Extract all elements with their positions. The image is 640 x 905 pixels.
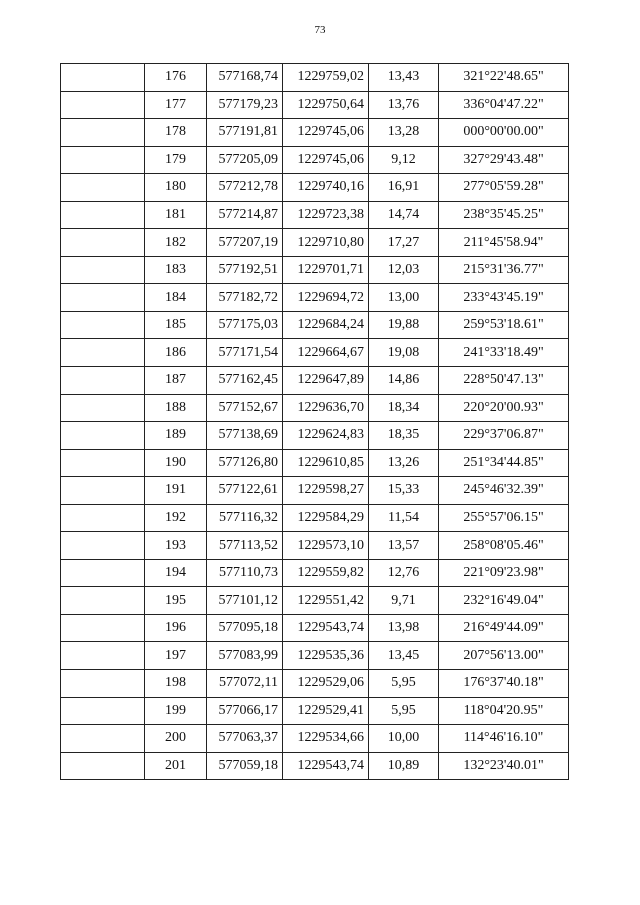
direction-angle-cell: 215°31'36.77" xyxy=(439,256,569,284)
y-coordinate-cell: 1229624,83 xyxy=(283,422,369,450)
segment-length-cell: 14,74 xyxy=(369,201,439,229)
point-number-cell: 178 xyxy=(145,119,207,147)
blank-cell xyxy=(61,670,145,698)
direction-angle-cell: 000°00'00.00" xyxy=(439,119,569,147)
blank-cell xyxy=(61,477,145,505)
point-number-cell: 188 xyxy=(145,394,207,422)
direction-angle-cell: 228°50'47.13" xyxy=(439,367,569,395)
direction-angle-cell: 220°20'00.93" xyxy=(439,394,569,422)
segment-length-cell: 15,33 xyxy=(369,477,439,505)
segment-length-cell: 13,00 xyxy=(369,284,439,312)
segment-length-cell: 12,76 xyxy=(369,559,439,587)
point-number-cell: 191 xyxy=(145,477,207,505)
direction-angle-cell: 321°22'48.65" xyxy=(439,64,569,92)
point-number-cell: 185 xyxy=(145,311,207,339)
blank-cell xyxy=(61,642,145,670)
table-row xyxy=(61,367,569,395)
y-coordinate-cell: 1229745,06 xyxy=(283,119,369,147)
x-coordinate-cell: 577101,12 xyxy=(207,587,283,615)
direction-angle-cell: 251°34'44.85" xyxy=(439,449,569,477)
x-coordinate-cell: 577179,23 xyxy=(207,91,283,119)
blank-cell xyxy=(61,697,145,725)
table-row xyxy=(61,229,569,257)
blank-cell xyxy=(61,587,145,615)
x-coordinate-cell: 577063,37 xyxy=(207,725,283,753)
point-number-cell: 187 xyxy=(145,367,207,395)
table-row xyxy=(61,670,569,698)
x-coordinate-cell: 577116,32 xyxy=(207,504,283,532)
x-coordinate-cell: 577205,09 xyxy=(207,146,283,174)
point-number-cell: 176 xyxy=(145,64,207,92)
y-coordinate-cell: 1229684,24 xyxy=(283,311,369,339)
table-row xyxy=(61,614,569,642)
table-row xyxy=(61,532,569,560)
y-coordinate-cell: 1229584,29 xyxy=(283,504,369,532)
blank-cell xyxy=(61,311,145,339)
table-row xyxy=(61,697,569,725)
point-number-cell: 182 xyxy=(145,229,207,257)
x-coordinate-cell: 577162,45 xyxy=(207,367,283,395)
point-number-cell: 201 xyxy=(145,752,207,780)
table-row xyxy=(61,64,569,92)
point-number-cell: 183 xyxy=(145,256,207,284)
direction-angle-cell: 233°43'45.19" xyxy=(439,284,569,312)
segment-length-cell: 19,88 xyxy=(369,311,439,339)
x-coordinate-cell: 577152,67 xyxy=(207,394,283,422)
blank-cell xyxy=(61,91,145,119)
point-number-cell: 177 xyxy=(145,91,207,119)
x-coordinate-cell: 577175,03 xyxy=(207,311,283,339)
table-row xyxy=(61,477,569,505)
segment-length-cell: 13,45 xyxy=(369,642,439,670)
blank-cell xyxy=(61,559,145,587)
direction-angle-cell: 229°37'06.87" xyxy=(439,422,569,450)
direction-angle-cell: 114°46'16.10" xyxy=(439,725,569,753)
table-row xyxy=(61,587,569,615)
blank-cell xyxy=(61,256,145,284)
x-coordinate-cell: 577168,74 xyxy=(207,64,283,92)
x-coordinate-cell: 577122,61 xyxy=(207,477,283,505)
direction-angle-cell: 238°35'45.25" xyxy=(439,201,569,229)
x-coordinate-cell: 577059,18 xyxy=(207,752,283,780)
y-coordinate-cell: 1229610,85 xyxy=(283,449,369,477)
y-coordinate-cell: 1229723,38 xyxy=(283,201,369,229)
blank-cell xyxy=(61,614,145,642)
blank-cell xyxy=(61,725,145,753)
segment-length-cell: 19,08 xyxy=(369,339,439,367)
x-coordinate-cell: 577083,99 xyxy=(207,642,283,670)
direction-angle-cell: 241°33'18.49" xyxy=(439,339,569,367)
y-coordinate-cell: 1229543,74 xyxy=(283,752,369,780)
point-number-cell: 199 xyxy=(145,697,207,725)
x-coordinate-cell: 577066,17 xyxy=(207,697,283,725)
point-number-cell: 192 xyxy=(145,504,207,532)
segment-length-cell: 11,54 xyxy=(369,504,439,532)
blank-cell xyxy=(61,367,145,395)
segment-length-cell: 9,12 xyxy=(369,146,439,174)
y-coordinate-cell: 1229534,66 xyxy=(283,725,369,753)
segment-length-cell: 10,00 xyxy=(369,725,439,753)
y-coordinate-cell: 1229759,02 xyxy=(283,64,369,92)
table-row xyxy=(61,752,569,780)
table-row xyxy=(61,394,569,422)
y-coordinate-cell: 1229529,06 xyxy=(283,670,369,698)
point-number-cell: 180 xyxy=(145,174,207,202)
direction-angle-cell: 232°16'49.04" xyxy=(439,587,569,615)
direction-angle-cell: 327°29'43.48" xyxy=(439,146,569,174)
direction-angle-cell: 336°04'47.22" xyxy=(439,91,569,119)
y-coordinate-cell: 1229598,27 xyxy=(283,477,369,505)
point-number-cell: 197 xyxy=(145,642,207,670)
table-row xyxy=(61,422,569,450)
point-number-cell: 198 xyxy=(145,670,207,698)
page-number: 73 xyxy=(314,24,326,36)
x-coordinate-cell: 577126,80 xyxy=(207,449,283,477)
blank-cell xyxy=(61,422,145,450)
x-coordinate-cell: 577207,19 xyxy=(207,229,283,257)
direction-angle-cell: 216°49'44.09" xyxy=(439,614,569,642)
table-row xyxy=(61,642,569,670)
direction-angle-cell: 258°08'05.46" xyxy=(439,532,569,560)
table-row xyxy=(61,504,569,532)
point-number-cell: 193 xyxy=(145,532,207,560)
x-coordinate-cell: 577095,18 xyxy=(207,614,283,642)
direction-angle-cell: 221°09'23.98" xyxy=(439,559,569,587)
direction-angle-cell: 255°57'06.15" xyxy=(439,504,569,532)
point-number-cell: 190 xyxy=(145,449,207,477)
point-number-cell: 196 xyxy=(145,614,207,642)
segment-length-cell: 17,27 xyxy=(369,229,439,257)
coordinates-table xyxy=(60,63,569,780)
point-number-cell: 189 xyxy=(145,422,207,450)
y-coordinate-cell: 1229664,67 xyxy=(283,339,369,367)
segment-length-cell: 13,43 xyxy=(369,64,439,92)
segment-length-cell: 16,91 xyxy=(369,174,439,202)
table-row xyxy=(61,725,569,753)
direction-angle-cell: 118°04'20.95" xyxy=(439,697,569,725)
direction-angle-cell: 176°37'40.18" xyxy=(439,670,569,698)
blank-cell xyxy=(61,339,145,367)
segment-length-cell: 9,71 xyxy=(369,587,439,615)
table-row xyxy=(61,256,569,284)
table-row xyxy=(61,284,569,312)
x-coordinate-cell: 577182,72 xyxy=(207,284,283,312)
table-row xyxy=(61,146,569,174)
segment-length-cell: 5,95 xyxy=(369,697,439,725)
y-coordinate-cell: 1229694,72 xyxy=(283,284,369,312)
coordinates-table-body xyxy=(61,64,569,780)
blank-cell xyxy=(61,449,145,477)
y-coordinate-cell: 1229543,74 xyxy=(283,614,369,642)
segment-length-cell: 10,89 xyxy=(369,752,439,780)
segment-length-cell: 18,35 xyxy=(369,422,439,450)
x-coordinate-cell: 577110,73 xyxy=(207,559,283,587)
segment-length-cell: 13,57 xyxy=(369,532,439,560)
point-number-cell: 200 xyxy=(145,725,207,753)
y-coordinate-cell: 1229551,42 xyxy=(283,587,369,615)
direction-angle-cell: 259°53'18.61" xyxy=(439,311,569,339)
x-coordinate-cell: 577191,81 xyxy=(207,119,283,147)
table-row xyxy=(61,201,569,229)
table-row xyxy=(61,339,569,367)
y-coordinate-cell: 1229636,70 xyxy=(283,394,369,422)
y-coordinate-cell: 1229745,06 xyxy=(283,146,369,174)
point-number-cell: 195 xyxy=(145,587,207,615)
y-coordinate-cell: 1229559,82 xyxy=(283,559,369,587)
y-coordinate-cell: 1229750,64 xyxy=(283,91,369,119)
point-number-cell: 194 xyxy=(145,559,207,587)
blank-cell xyxy=(61,229,145,257)
x-coordinate-cell: 577212,78 xyxy=(207,174,283,202)
point-number-cell: 181 xyxy=(145,201,207,229)
direction-angle-cell: 211°45'58.94" xyxy=(439,229,569,257)
direction-angle-cell: 277°05'59.28" xyxy=(439,174,569,202)
x-coordinate-cell: 577072,11 xyxy=(207,670,283,698)
direction-angle-cell: 132°23'40.01" xyxy=(439,752,569,780)
y-coordinate-cell: 1229710,80 xyxy=(283,229,369,257)
table-row xyxy=(61,91,569,119)
segment-length-cell: 12,03 xyxy=(369,256,439,284)
table-row xyxy=(61,311,569,339)
direction-angle-cell: 245°46'32.39" xyxy=(439,477,569,505)
x-coordinate-cell: 577192,51 xyxy=(207,256,283,284)
table-row xyxy=(61,174,569,202)
blank-cell xyxy=(61,146,145,174)
y-coordinate-cell: 1229701,71 xyxy=(283,256,369,284)
y-coordinate-cell: 1229573,10 xyxy=(283,532,369,560)
x-coordinate-cell: 577171,54 xyxy=(207,339,283,367)
point-number-cell: 179 xyxy=(145,146,207,174)
table-row xyxy=(61,119,569,147)
segment-length-cell: 13,28 xyxy=(369,119,439,147)
blank-cell xyxy=(61,174,145,202)
x-coordinate-cell: 577113,52 xyxy=(207,532,283,560)
blank-cell xyxy=(61,201,145,229)
x-coordinate-cell: 577214,87 xyxy=(207,201,283,229)
blank-cell xyxy=(61,394,145,422)
segment-length-cell: 13,26 xyxy=(369,449,439,477)
y-coordinate-cell: 1229529,41 xyxy=(283,697,369,725)
point-number-cell: 186 xyxy=(145,339,207,367)
y-coordinate-cell: 1229535,36 xyxy=(283,642,369,670)
point-number-cell: 184 xyxy=(145,284,207,312)
table-row xyxy=(61,449,569,477)
blank-cell xyxy=(61,284,145,312)
direction-angle-cell: 207°56'13.00" xyxy=(439,642,569,670)
table-row xyxy=(61,559,569,587)
blank-cell xyxy=(61,119,145,147)
blank-cell xyxy=(61,752,145,780)
segment-length-cell: 5,95 xyxy=(369,670,439,698)
y-coordinate-cell: 1229647,89 xyxy=(283,367,369,395)
segment-length-cell: 18,34 xyxy=(369,394,439,422)
segment-length-cell: 13,76 xyxy=(369,91,439,119)
segment-length-cell: 14,86 xyxy=(369,367,439,395)
blank-cell xyxy=(61,504,145,532)
x-coordinate-cell: 577138,69 xyxy=(207,422,283,450)
blank-cell xyxy=(61,64,145,92)
y-coordinate-cell: 1229740,16 xyxy=(283,174,369,202)
segment-length-cell: 13,98 xyxy=(369,614,439,642)
blank-cell xyxy=(61,532,145,560)
